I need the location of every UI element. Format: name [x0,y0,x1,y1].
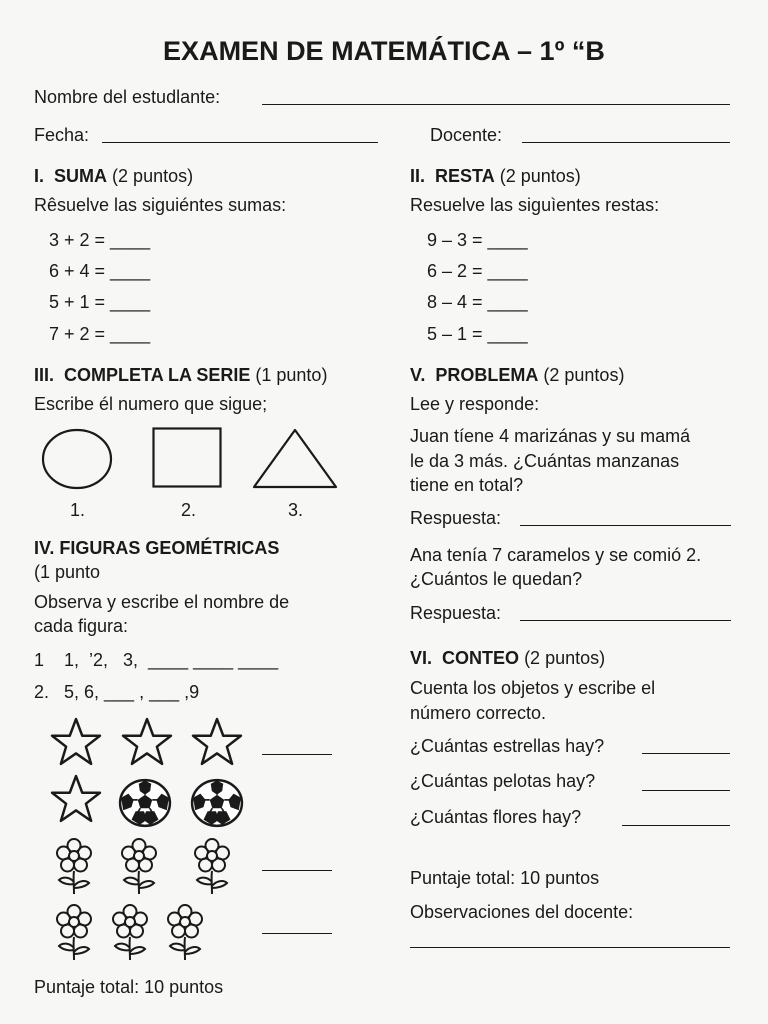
answer-label: Respuesta: [410,603,502,623]
section-serie-number: III. [34,365,55,385]
resta-item[interactable]: 6 – 2 = ____ [427,261,528,281]
number-series-1[interactable]: 1 1, ’2, 3, ____ ____ ____ [34,650,279,670]
section-resta-number: II. [410,166,426,186]
circle-shape [41,428,113,490]
question-balls: ¿Cuántas pelotas hay? [410,771,596,791]
flower-icon [108,904,152,962]
shape-label: 2. [181,500,197,520]
suma-item[interactable]: 6 + 4 = ____ [49,261,151,281]
figuras-instruction: cada figura: [34,616,129,636]
star-icon [49,774,103,824]
answer-label: Respuesta: [410,508,502,528]
section-suma-points: (2 puntos) [112,166,194,186]
flowers-answer-line[interactable] [262,870,332,871]
student-name-label: Nombre del estudlante: [34,87,221,107]
serie-instruction: Escribe él numero que sigue; [34,394,268,414]
shape-label: 1. [70,500,86,520]
figuras-instruction: Observa y escribe el nombre de [34,592,290,612]
observations-field[interactable] [410,947,730,948]
section-conteo-points: (2 puntos) [524,648,606,668]
balls-count-field[interactable] [642,790,730,791]
flowers-answer-line[interactable] [262,933,332,934]
section-serie-title: COMPLETA LA SERIE [64,365,251,385]
star-icon [120,717,174,767]
problem-1-text: Juan tíene 4 marizánas y su mamá [410,426,691,446]
teacher-field[interactable] [522,142,730,143]
section-figuras-title: FIGURAS GEOMÉTRICAS [59,538,280,558]
problem-2-text: Ana tenía 7 caramelos y se comió 2. [410,545,702,565]
section-conteo-title: CONTEO [442,648,520,668]
resta-item[interactable]: 9 – 3 = ____ [427,230,528,250]
shape-label: 3. [288,500,304,520]
flower-icon [52,838,96,896]
section-resta-points: (2 puntos) [499,166,581,186]
number-series-2[interactable]: 2. 5, 6, ___ , ___ ,9 [34,682,200,702]
flower-icon [52,904,96,962]
suma-item[interactable]: 5 + 1 = ____ [49,292,151,312]
teacher-label: Docente: [430,125,503,145]
flower-icon [190,838,234,896]
section-suma-heading [34,166,193,187]
section-suma-number: I. [34,166,45,186]
flower-icon [117,838,161,896]
section-figuras-heading [34,538,279,559]
question-flowers: ¿Cuántas flores hay? [410,807,582,827]
section-problema-title: PROBLEMA [435,365,539,385]
section-problema-heading [410,365,624,386]
problem-1-text: le da 3 más. ¿Cuántas manzanas [410,451,680,471]
star-icon [49,717,103,767]
square-shape [152,427,222,489]
observations-label: Observaciones del docente: [410,902,634,922]
soccer-ball-icon [190,778,244,828]
star-icon [190,717,244,767]
conteo-instruction: número correcto. [410,703,547,723]
total-score-right: Puntaje total: 10 puntos [410,868,600,888]
problema-instruction: Lee y responde: [410,394,540,414]
section-serie-points: (1 punto) [255,365,328,385]
page-title: EXAMEN DE MATEMÁTICA – 1º “B [163,36,605,66]
section-suma-title: SUMA [54,166,108,186]
problem-1-text: tiene en total? [410,475,524,495]
section-serie-heading [34,365,327,386]
student-name-field[interactable] [262,104,730,105]
suma-item[interactable]: 7 + 2 = ____ [49,324,151,344]
stars-count-field[interactable] [642,753,730,754]
flower-icon [163,904,207,962]
problem-2-text: ¿Cuántos le quedan? [410,569,583,589]
suma-item[interactable]: 3 + 2 = ____ [49,230,151,250]
conteo-instruction: Cuenta los objetos y escribe el [410,678,656,698]
flowers-count-field[interactable] [622,825,730,826]
section-figuras-points: (1 punto [34,562,101,582]
soccer-ball-icon [118,778,172,828]
section-problema-points: (2 puntos) [543,365,625,385]
resta-item[interactable]: 5 – 1 = ____ [427,324,528,344]
date-field[interactable] [102,142,378,143]
section-conteo-number: VI. [410,648,433,668]
answer-field[interactable] [520,620,731,621]
section-resta-title: RESTA [435,166,495,186]
date-label: Fecha: [34,125,90,145]
resta-instruction: Resuelve las siguìentes restas: [410,195,660,215]
section-problema-number: V. [410,365,426,385]
section-figuras-number: IV. [34,538,55,558]
total-score-left: Puntaje total: 10 puntos [34,977,224,997]
triangle-shape [252,428,338,490]
answer-field[interactable] [520,525,731,526]
resta-item[interactable]: 8 – 4 = ____ [427,292,528,312]
stars-answer-line[interactable] [262,754,332,755]
section-resta-heading [410,166,581,187]
suma-instruction: Rêsuelve las siguiéntes sumas: [34,195,287,215]
section-conteo-heading [410,648,605,669]
question-stars: ¿Cuántas estrellas hay? [410,736,605,756]
